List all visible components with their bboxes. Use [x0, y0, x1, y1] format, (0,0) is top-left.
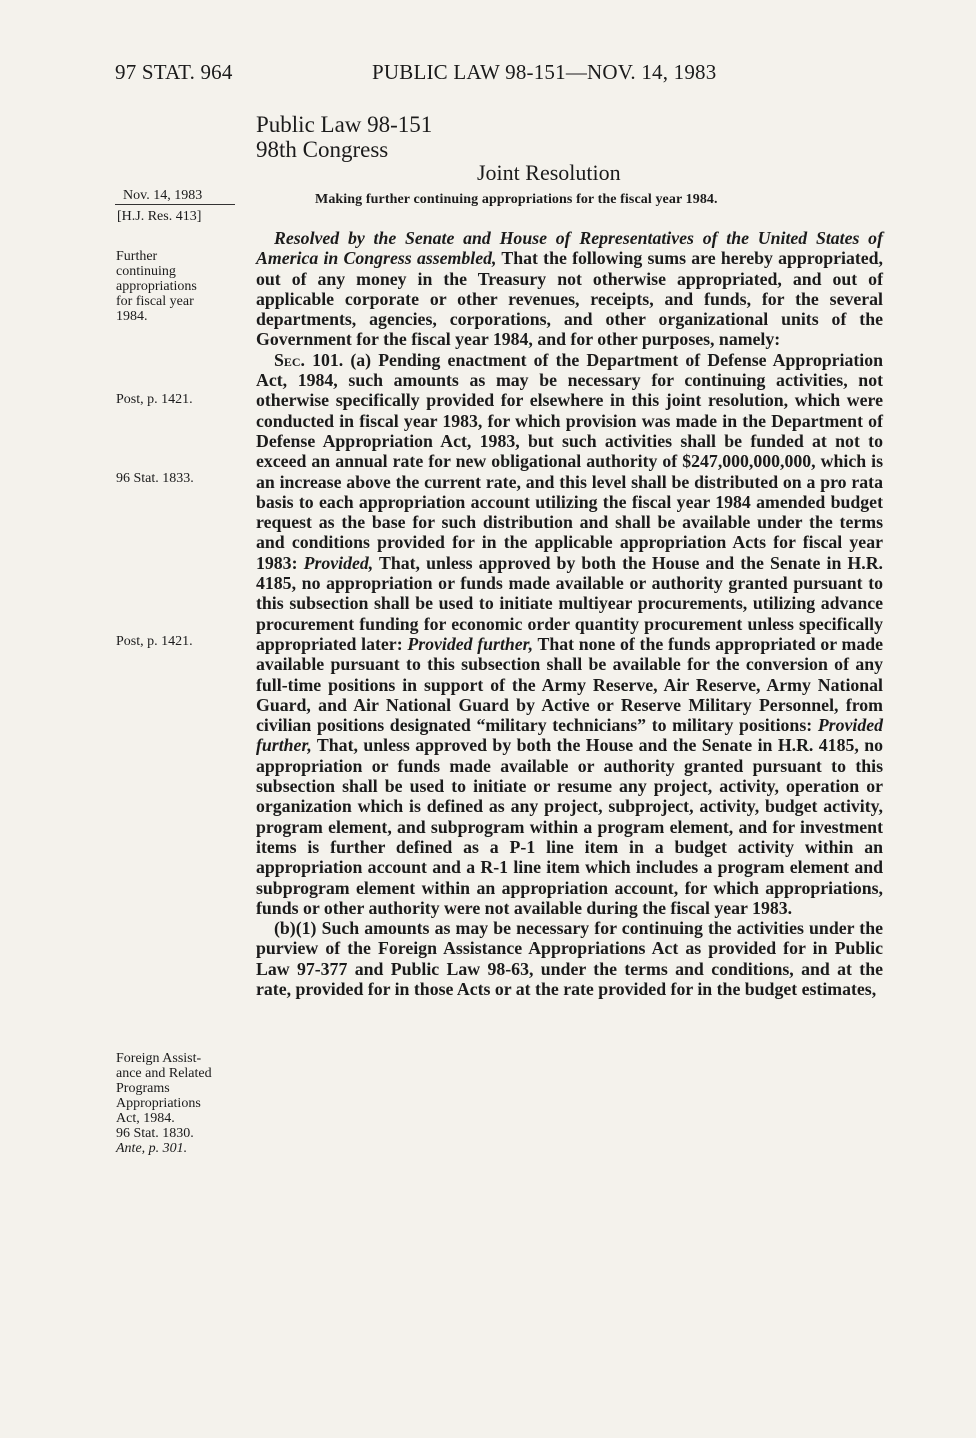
running-head-title: PUBLIC LAW 98-151—NOV. 14, 1983: [372, 60, 717, 84]
section-text: (a) Pending enactment of the Department of Defense Appropriation Act, 1984, such amounts as may be necessary for continuing activities, not otherwise specifically provided for elsewhere in this joint resolution, which were conducted in fiscal year 1983, for which provision was made in the Department of Defense Appropriation Act, 1983, but such activities shall be funded at not to exceed an annual rate for new obligational authority of $247,000,000,000, which is an increase above the current rate, and this level shall be distributed on a pro rata basis to each appropriation account utilizing the fiscal year 1984 amended budget request as the base for such distribution and shall be available under the terms and conditions provided for in the applicable appropriation Acts for fiscal year 1983:: [256, 349, 883, 573]
bill-number: [H.J. Res. 413]: [117, 209, 202, 224]
margin-note-post-1: Post, p. 1421.: [116, 392, 193, 407]
resolving-clause: [256, 228, 883, 350]
statute-body: [256, 228, 883, 999]
margin-note-post-2: Post, p. 1421.: [116, 634, 193, 649]
resolving-clause-text: That the following sums are hereby appropriated, out of any money in the Treasury not otherwise appropriated, and out of applicable corporate or other revenues, receipts, and funds, for the several departments, agencies, corporations, and other organizational units of the Government for the fiscal year 1984, and for other purposes, namely:: [256, 248, 883, 350]
margin-note-line: Foreign Assist-: [116, 1051, 202, 1066]
section-text: That none of the funds appropriated or made available pursuant to this subsection shall be available for the conversion of any full-time positions in support of the Army Reserve, Air Reserve, Army National Guard, and Air National Guard by Active or Reserve Military Personnel, from civilian positions designated “military technicians” to military positions:: [256, 633, 884, 736]
section-label: Sec. 101.: [274, 349, 344, 370]
section-101-a: [256, 350, 883, 918]
margin-note-line: ance and Related: [116, 1066, 212, 1081]
resolving-clause-italic: Resolved by the Senate and House of Representatives of the United States of America in Congress assembled,: [256, 228, 883, 269]
proviso: Provided further,: [256, 715, 883, 756]
margin-divider: [115, 204, 235, 205]
section-101-b-1: (b)(1) Such amounts as may be necessary for continuing the activities under the purview of the Foreign Assistance Appropriations Act as provided for in Public Law 97-377 and Public Law 98-63, under the terms and conditions, and at the rate, provided for in those Acts or at the rate provided for in the budget estimates,: [256, 918, 883, 999]
margin-note-line: Ante, p. 301.: [116, 1141, 188, 1156]
section-text: That, unless approved by both the House and the Senate in H.R. 4185, no appropriation or funds made available or authority granted pursuant to this subsection shall be used to initiate multiyear procurements, utilizing advance procurement funding for economic order quantity procurement unless specifically appropriated later:: [256, 552, 883, 654]
enactment-date: Nov. 14, 1983: [123, 188, 203, 203]
margin-note-line: Appropriations: [116, 1096, 201, 1111]
resolution-heading: Joint Resolution: [477, 160, 621, 185]
margin-note-line: Programs: [116, 1081, 170, 1096]
section-text: That, unless approved by both the House and the Senate in H.R. 4185, no appropriation or funds made available or authority granted pursuant to this subsection shall be used to initiate or resume any project, activity, operation or organization which is defined as any project, subproject, activity, budget activity, program element, and subprogram within a program element, and for investment items is further defined as a P-1 line item in a budget activity within an appropriation account and a R-1 line item which includes a program element and subprogram element within an appropriation account, for which appropriations, funds or other authority were not available during the fiscal year 1983.: [256, 735, 883, 918]
margin-note-line: Further: [116, 249, 158, 264]
margin-note-line: 96 Stat. 1830.: [116, 1126, 194, 1141]
margin-date-block: [117, 186, 207, 226]
page-number-stat: 97 STAT. 964: [115, 60, 233, 84]
congress-number: 98th Congress: [256, 137, 389, 162]
proviso: Provided,: [303, 552, 374, 573]
margin-note-line: Act, 1984.: [116, 1111, 175, 1126]
margin-note-line: 1984.: [116, 309, 148, 324]
proviso: Provided further,: [407, 633, 534, 654]
margin-note-line: for fiscal year: [116, 294, 194, 309]
margin-note-stat: 96 Stat. 1833.: [116, 471, 194, 486]
margin-note-line: continuing: [116, 264, 176, 279]
resolution-subtitle: Making further continuing appropriations for the fiscal year 1984.: [315, 192, 718, 207]
running-head: [115, 60, 885, 90]
margin-note-purpose: [116, 249, 246, 324]
margin-note-line: appropriations: [116, 279, 197, 294]
law-title: [256, 112, 432, 162]
margin-note-foreign-assistance: [116, 1051, 246, 1156]
law-number: Public Law 98-151: [256, 112, 433, 137]
